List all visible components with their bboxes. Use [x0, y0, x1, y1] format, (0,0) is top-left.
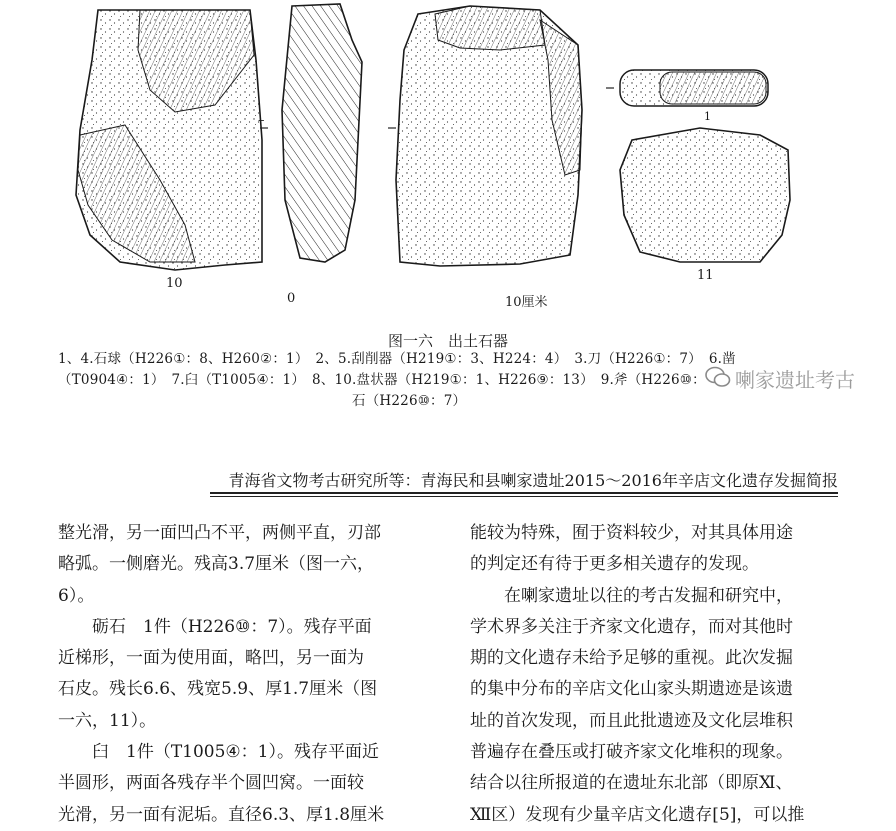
wechat-logo-icon — [705, 366, 731, 388]
paragraph-line: 学术界多关注于齐家文化遗存，而对其他时 — [470, 616, 793, 637]
watermark-text: 喇家遗址考古 — [735, 368, 855, 392]
paragraph-line: 臼 1件（T1005④：1）。残存平面近 — [58, 742, 379, 763]
paragraph-line: 整光滑，另一面凹凸不平，两侧平直，刃部 — [58, 523, 381, 543]
stone-tool-11-drawing — [620, 128, 790, 262]
paragraph-line: 石皮。残长6.6、残宽5.9、厚1.7厘米（图 — [58, 679, 378, 700]
paragraph-line: 在喇家遗址以往的考古发掘和研究中， — [470, 585, 793, 606]
section-marker-left: – — [258, 113, 265, 128]
paragraph-line: 的集中分布的辛店文化山家头期遗迹是该遗 — [470, 679, 793, 700]
paragraph-line: 近梯形，一面为使用面，略凹，另一面为 — [58, 648, 364, 669]
stone-tools-figure — [0, 0, 896, 300]
scale-zero-label: 0 — [287, 291, 296, 306]
paragraph-line: 普遍存在叠压或打破齐家文化堆积的现象。 — [470, 742, 793, 763]
paragraph-line: 砺石 1件（H226⑩：7）。残存平面 — [58, 616, 372, 637]
figure-caption-line-3: 石（H226⑩：7） — [352, 393, 467, 409]
paragraph-line: 址的首次发现，而且此批遗迹及文化层堆积 — [470, 710, 793, 731]
figure-caption-line-1: 1、4.石球（H226①：8、H260②：1） 2、5.刮削器（H219①：3、H224：4） 3.刀（H226①：7） 6.凿 — [58, 351, 736, 367]
figure-caption-line-2: （T0904④：1） 7.臼（T1005④：1） 8、10.盘状器（H219①：1、H226⑨：13） 9.斧（H226⑩： — [58, 372, 706, 388]
body-left-column — [58, 518, 384, 831]
label-1: 1 — [704, 110, 711, 123]
label-10: 10 — [166, 276, 183, 291]
header-rule-thick — [210, 492, 838, 494]
paragraph-line: 略弧。一侧磨光。残高3.7厘米（图一六， — [58, 554, 375, 575]
figure-title: 图一六 出土石器 — [387, 332, 508, 350]
scale-ten-label: 10厘米 — [505, 295, 548, 310]
paragraph-line: Ⅻ区）发现有少量辛店文化遗存[5]，可以推 — [470, 804, 805, 825]
paragraph-line: 半圆形，两面各残存半个圆凹窝。一面较 — [58, 773, 364, 794]
paragraph-line: 6）。 — [58, 585, 95, 606]
body-right-column — [470, 518, 804, 831]
paragraph-line: 结合以往所报道的在遗址东北部（即原Ⅺ、 — [470, 773, 793, 794]
stone-tool-1-drawing — [606, 70, 768, 106]
stone-tool-10-view-drawing — [388, 6, 582, 266]
paragraph-line: 光滑，另一面有泥垢。直径6.3、厚1.8厘米 — [58, 804, 385, 825]
paragraph-line: 期的文化遗存未给予足够的重视。此次发掘 — [470, 648, 793, 669]
paragraph-line: 一六，11）。 — [58, 710, 157, 731]
stone-tool-10-drawing — [76, 10, 268, 270]
label-11: 11 — [697, 268, 714, 283]
paragraph-line: 能较为特殊，囿于资料较少，对其具体用途 — [470, 523, 793, 543]
header-rule-thin — [210, 496, 838, 497]
paragraph-line: 的判定还有待于更多相关遗存的发现。 — [470, 554, 759, 575]
running-header: 青海省文物考古研究所等：青海民和县喇家遗址2015～2016年辛店文化遗存发掘简报 — [228, 471, 838, 490]
cross-section-drawing — [282, 4, 362, 262]
